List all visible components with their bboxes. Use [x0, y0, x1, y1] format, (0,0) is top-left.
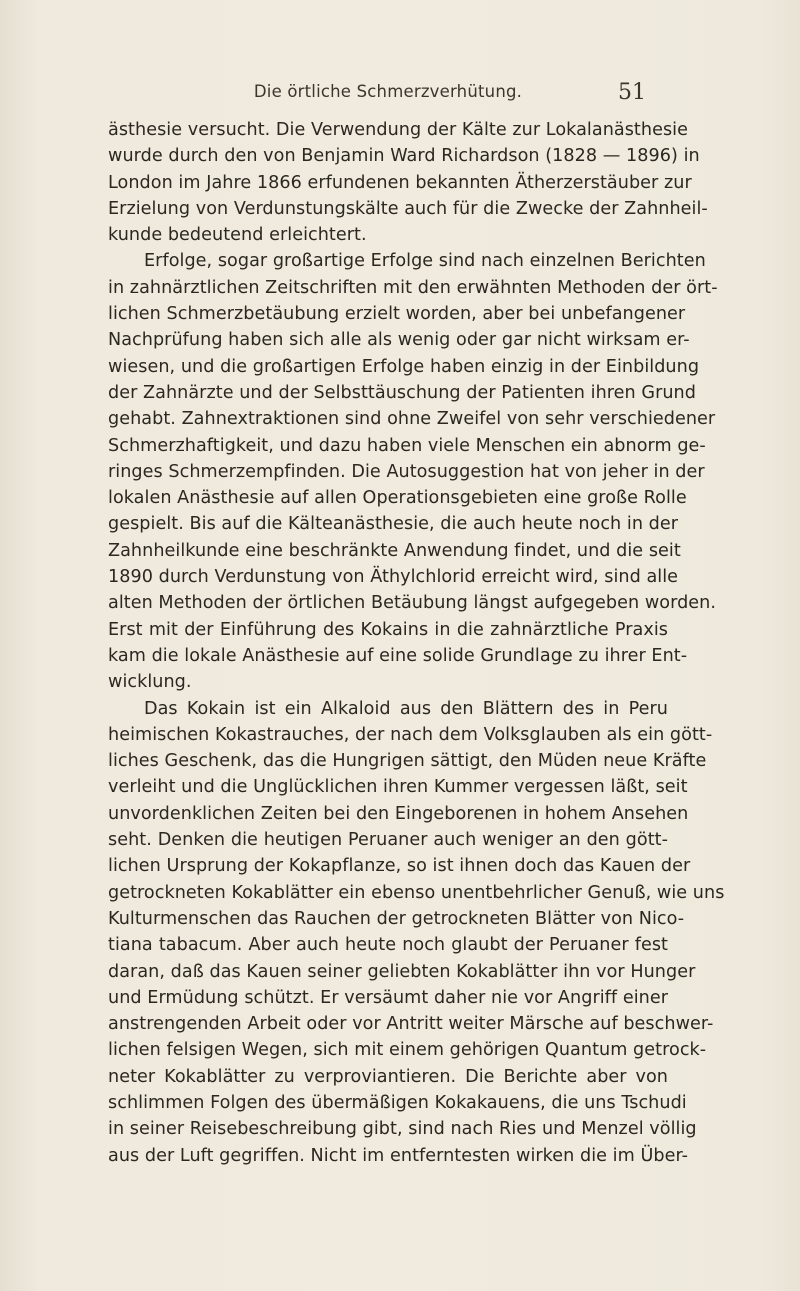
text-line: anstrengenden Arbeit oder vor Antritt weiter Märsche auf beschwer-: [108, 1014, 714, 1035]
text-line: tiana tabacum. Aber auch heute noch glaubt der Peruaner fest: [108, 935, 668, 956]
text-line: gespielt. Bis auf die Kälteanästhesie, die auch heute noch in der: [108, 514, 679, 535]
running-header: [108, 80, 668, 110]
text-line: Erzielung von Verdunstungskälte auch für die Zwecke der Zahnheil-: [108, 198, 708, 219]
text-line: Nachprüfung haben sich alle als wenig oder gar nicht wirksam er-: [108, 330, 690, 351]
paragraph: [108, 117, 708, 248]
text-line: Zahnheilkunde eine beschränkte Anwendung findet, und die seit: [108, 540, 681, 561]
text-line: Erst mit der Einführung des Kokains in die zahnärztliche Praxis: [108, 619, 668, 640]
text-line: lokalen Anästhesie auf allen Operationsgebieten eine große Rolle: [108, 488, 687, 509]
text-line: lichen felsigen Wegen, sich mit einem gehörigen Quantum getrock-: [108, 1040, 707, 1061]
page-number: 51: [618, 80, 646, 105]
text-line: London im Jahre 1866 erfundenen bekannten Ätherzerstäuber zur: [108, 172, 692, 193]
text-line: schlimmen Folgen des übermäßigen Kokakauens, die uns Tschudi: [108, 1092, 687, 1113]
text-line: heimischen Kokastrauches, der nach dem Volksglauben als ein gött-: [108, 724, 713, 745]
text-line: 1890 durch Verdunstung von Äthylchlorid erreicht wird, sind alle: [108, 567, 679, 588]
text-line: ästhesie versucht. Die Verwendung der Kälte zur Lokalanästhesie: [108, 120, 688, 140]
text-line: und Ermüdung schützt. Er versäumt daher nie vor Angriff einer: [108, 987, 668, 1008]
text-line: Das Kokain ist ein Alkaloid aus den Blättern des in Peru: [144, 698, 668, 719]
text-line: wiesen, und die großartigen Erfolge haben einzig in der Einbildung: [108, 356, 700, 377]
text-line: in zahnärztlichen Zeitschriften mit den erwähnten Methoden der ört-: [108, 277, 718, 298]
text-line: gehabt. Zahnextraktionen sind ohne Zweifel von sehr verschiedener: [108, 409, 716, 430]
text-line: unvordenklichen Zeiten bei den Eingeborenen in hohem Ansehen: [108, 803, 689, 824]
text-line: seht. Denken die heutigen Peruaner auch weniger an den gött-: [108, 830, 668, 851]
text-line: wurde durch den von Benjamin Ward Richardson (1828 — 1896) in: [108, 146, 700, 167]
text-line: lichen Schmerzbetäubung erzielt worden, aber bei unbefangener: [108, 304, 686, 325]
text-line: getrockneten Kokablätter ein ebenso unentbehrlicher Genuß, wie uns: [108, 882, 725, 903]
text-line: der Zahnärzte und der Selbsttäuschung der Patienten ihren Grund: [108, 382, 696, 403]
text-line: daran, daß das Kauen seiner geliebten Kokablätter ihn vor Hunger: [108, 961, 696, 982]
paragraph: [108, 696, 725, 1169]
text-line: kam die lokale Anästhesie auf eine solide Grundlage zu ihrer Ent-: [108, 645, 688, 666]
text-line: liches Geschenk, das die Hungrigen sättigt, den Müden neue Kräfte: [108, 751, 707, 772]
text-line: alten Methoden der örtlichen Betäubung längst aufgegeben worden.: [108, 593, 717, 614]
text-line: neter Kokablätter zu verproviantieren. Die Berichte aber von: [108, 1066, 668, 1087]
text-line: Schmerzhaftigkeit, und dazu haben viele Menschen ein abnorm ge-: [108, 435, 706, 456]
text-line: in seiner Reisebeschreibung gibt, sind nach Ries und Menzel völlig: [108, 1119, 697, 1140]
running-title: Die örtliche Schmerzverhütung.: [253, 82, 523, 101]
text-line: wicklung.: [108, 672, 192, 693]
text-line: lichen Ursprung der Kokapflanze, so ist ihnen doch das Kauen der: [108, 856, 691, 877]
text-line: ringes Schmerzempfinden. Die Autosuggestion hat von jeher in der: [108, 461, 705, 482]
text-line: verleiht und die Unglücklichen ihren Kummer vergessen läßt, seit: [108, 777, 688, 798]
paragraph: [108, 248, 718, 695]
text-line: Erfolge, sogar großartige Erfolge sind nach einzelnen Berichten: [144, 251, 706, 272]
text-line: Kulturmenschen das Rauchen der getrockneten Blätter von Nico-: [108, 908, 685, 929]
body-text: [108, 117, 725, 1169]
text-line: aus der Luft gegriffen. Nicht im entferntesten wirken die im Über-: [108, 1145, 689, 1166]
text-line: kunde bedeutend erleichtert.: [108, 225, 367, 246]
